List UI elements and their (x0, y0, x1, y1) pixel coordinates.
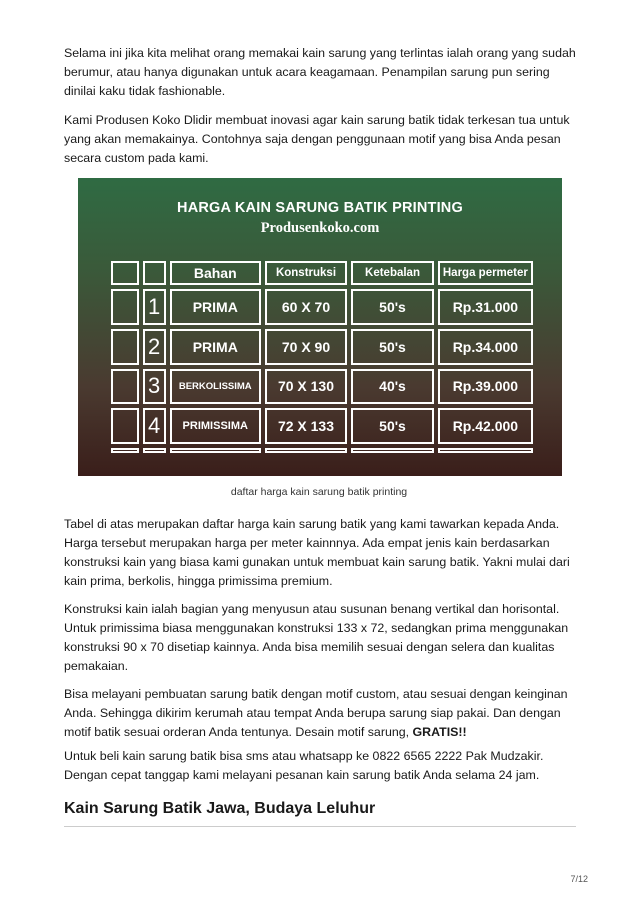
cell-harga: Rp.42.000 (438, 408, 533, 444)
table-row (111, 329, 533, 365)
cell-konstruksi: 70 X 130 (265, 369, 348, 405)
header-harga: Harga permeter (438, 261, 533, 285)
cell-ketebalan: 40's (351, 369, 434, 405)
cell-harga: Rp.31.000 (438, 289, 533, 325)
figure-title: HARGA KAIN SARUNG BATIK PRINTING (177, 200, 463, 216)
custom-motif-text: Bisa melayani pembuatan sarung batik dengan motif custom, atau sesuai dengan keinginan Anda. Sehingga dikirim kerumah atau tempat Anda berupa sarung siap pakai. Dan dengan motif batik sesuai orderan Anda tentunya. Desain motif sarung, (64, 687, 568, 739)
table-row (111, 289, 533, 325)
cell-ketebalan: 50's (351, 408, 434, 444)
gratis-emphasis: GRATIS!! (412, 725, 467, 739)
cell-bahan: PRIMA (170, 329, 261, 365)
grid-cell-empty (143, 448, 166, 453)
table-row (111, 369, 533, 405)
cell-bahan: PRIMA (170, 289, 261, 325)
cell-bahan: BERKOLISSIMA (170, 369, 261, 405)
cell-harga: Rp.34.000 (438, 329, 533, 365)
grid-cell-empty (111, 289, 139, 325)
grid-cell-empty (143, 261, 166, 285)
grid-cell-empty (111, 448, 139, 453)
cell-konstruksi: 60 X 70 (265, 289, 348, 325)
row-number: 1 (143, 289, 166, 325)
paragraph-innovation: Kami Produsen Koko Dlidir membuat inovasi agar kain sarung batik tidak terkesan tua untuk yang akan memakainya. Contohnya saja dengan penggunaan motif yang bisa Anda pesan secara custom pada kami. (64, 113, 570, 165)
grid-cell-empty (111, 408, 139, 444)
header-konstruksi: Konstruksi (265, 261, 348, 285)
header-bahan: Bahan (170, 261, 261, 285)
cell-konstruksi: 72 X 133 (265, 408, 348, 444)
grid-cell-empty (111, 329, 139, 365)
header-ketebalan: Ketebalan (351, 261, 434, 285)
paragraph-table-explanation: Tabel di atas merupakan daftar harga kain sarung batik yang kami tawarkan kepada Anda. Harga tersebut merupakan harga per meter kainnnya. Ada empat jenis kain berdasarkan konstruksi kain yang biasa kami gunakan untuk membuat kain sarung batik. Yakni mulai dari kain prima, berkolis, hingga primissima premium. (64, 517, 570, 588)
paragraph-custom-motif (64, 685, 576, 742)
grid-cell-empty (265, 448, 348, 453)
price-table-image (78, 178, 562, 476)
cell-bahan: PRIMISSIMA (170, 408, 261, 444)
page-number: 7/12 (570, 874, 588, 884)
cell-harga: Rp.39.000 (438, 369, 533, 405)
price-grid (107, 257, 537, 457)
grid-header-row (111, 261, 533, 285)
grid-cell-empty (351, 448, 434, 453)
grid-cell-empty (438, 448, 533, 453)
grid-cell-empty (170, 448, 261, 453)
row-number: 4 (143, 408, 166, 444)
paragraph-contact: Untuk beli kain sarung batik bisa sms atau whatsapp ke 0822 6565 2222 Pak Mudzakir. Dengan cepat tanggap kami melayani pesanan kain sarung batik Anda selama 24 jam. (64, 749, 544, 782)
section-heading: Kain Sarung Batik Jawa, Budaya Leluhur (64, 800, 376, 817)
grid-empty-row (111, 448, 533, 453)
paragraph-konstruksi: Konstruksi kain ialah bagian yang menyusun atau susunan benang vertikal dan horisontal. Untuk primissima biasa menggunakan konstruksi 133 x 72, sedangkan prima menggunakan konstruksi 90 x 70 disetiap kainnya. Anda bisa memilih sesuai dengan selera dan kualitas pemakaian. (64, 602, 569, 673)
row-number: 3 (143, 369, 166, 405)
row-number: 2 (143, 329, 166, 365)
grid-cell-empty (111, 261, 139, 285)
figure-caption: daftar harga kain sarung batik printing (230, 486, 408, 498)
paragraph-intro: Selama ini jika kita melihat orang memakai kain sarung yang terlintas ialah orang yang sudah berumur, atau hanya digunakan untuk acara keagamaan. Penampilan sarung pun sering dinilai kaku tidak fashionable. (64, 46, 576, 98)
table-row (111, 408, 533, 444)
cell-ketebalan: 50's (351, 289, 434, 325)
cell-konstruksi: 70 X 90 (265, 329, 348, 365)
heading-divider (64, 826, 576, 827)
cell-ketebalan: 50's (351, 329, 434, 365)
figure-subtitle: Produsenkoko.com (260, 220, 380, 236)
grid-cell-empty (111, 369, 139, 405)
